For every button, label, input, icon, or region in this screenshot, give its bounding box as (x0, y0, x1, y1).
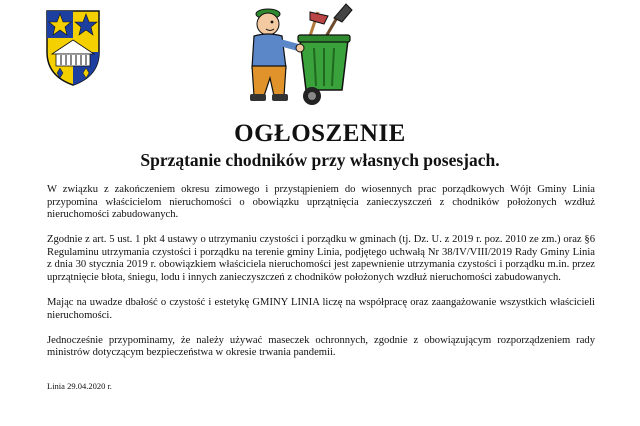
coat-of-arms-icon (44, 8, 102, 88)
janitor-illustration-icon (238, 2, 366, 108)
paragraph: Zgodnie z art. 5 ust. 1 pkt 4 ustawy o utrzymaniu czystości i porządku w gminach (tj. Dz. U. z 2019 r. poz. 2010 ze zm.) oraz §6 Regulaminu utrzymania czystości i porządku na terenie gminy Linia, podjętego uchwałą Nr 38/IV/VIII/2019 Rady Gminy Linia z dnia 30 stycznia 2019 r. obowiązkiem właściciela nieruchomości jest zapewnienie utrzymania czystości i porządku m.in. przez uprzątnięcie błota, śniegu, lodu i innych zanieczyszczeń z chodników położonych wzdłuż nieruchomości zabudowanych. (47, 234, 595, 284)
announcement-subtitle: Sprzątanie chodników przy własnych posesjach. (140, 150, 500, 170)
paragraph: Mając na uwadze dbałość o czystość i estetykę GMINY LINIA liczę na współpracę oraz zaangażowanie wszystkich właścicieli nieruchomości. (47, 297, 595, 321)
announcement-title: OGŁOSZENIE (234, 120, 406, 147)
paragraph: W związku z zakończeniem okresu zimowego i przystąpieniem do wiosennych prac porządkowych Wójt Gminy Linia przypomina właścicielom nieruchomości o obowiązku uprzątnięcia zanieczyszczeń z chodników położonych wzdłuż nieruchomości zabudowanych. (47, 184, 595, 221)
document-date: Linia 29.04.2020 r. (47, 381, 112, 391)
announcement-body (47, 184, 595, 373)
paragraph: Jednocześnie przypominamy, że należy używać maseczek ochronnych, zgodnie z obowiązującym rozporządzeniem rady ministrów dotyczącym bezpieczeństwa w okresie trwania pandemii. (47, 334, 595, 359)
